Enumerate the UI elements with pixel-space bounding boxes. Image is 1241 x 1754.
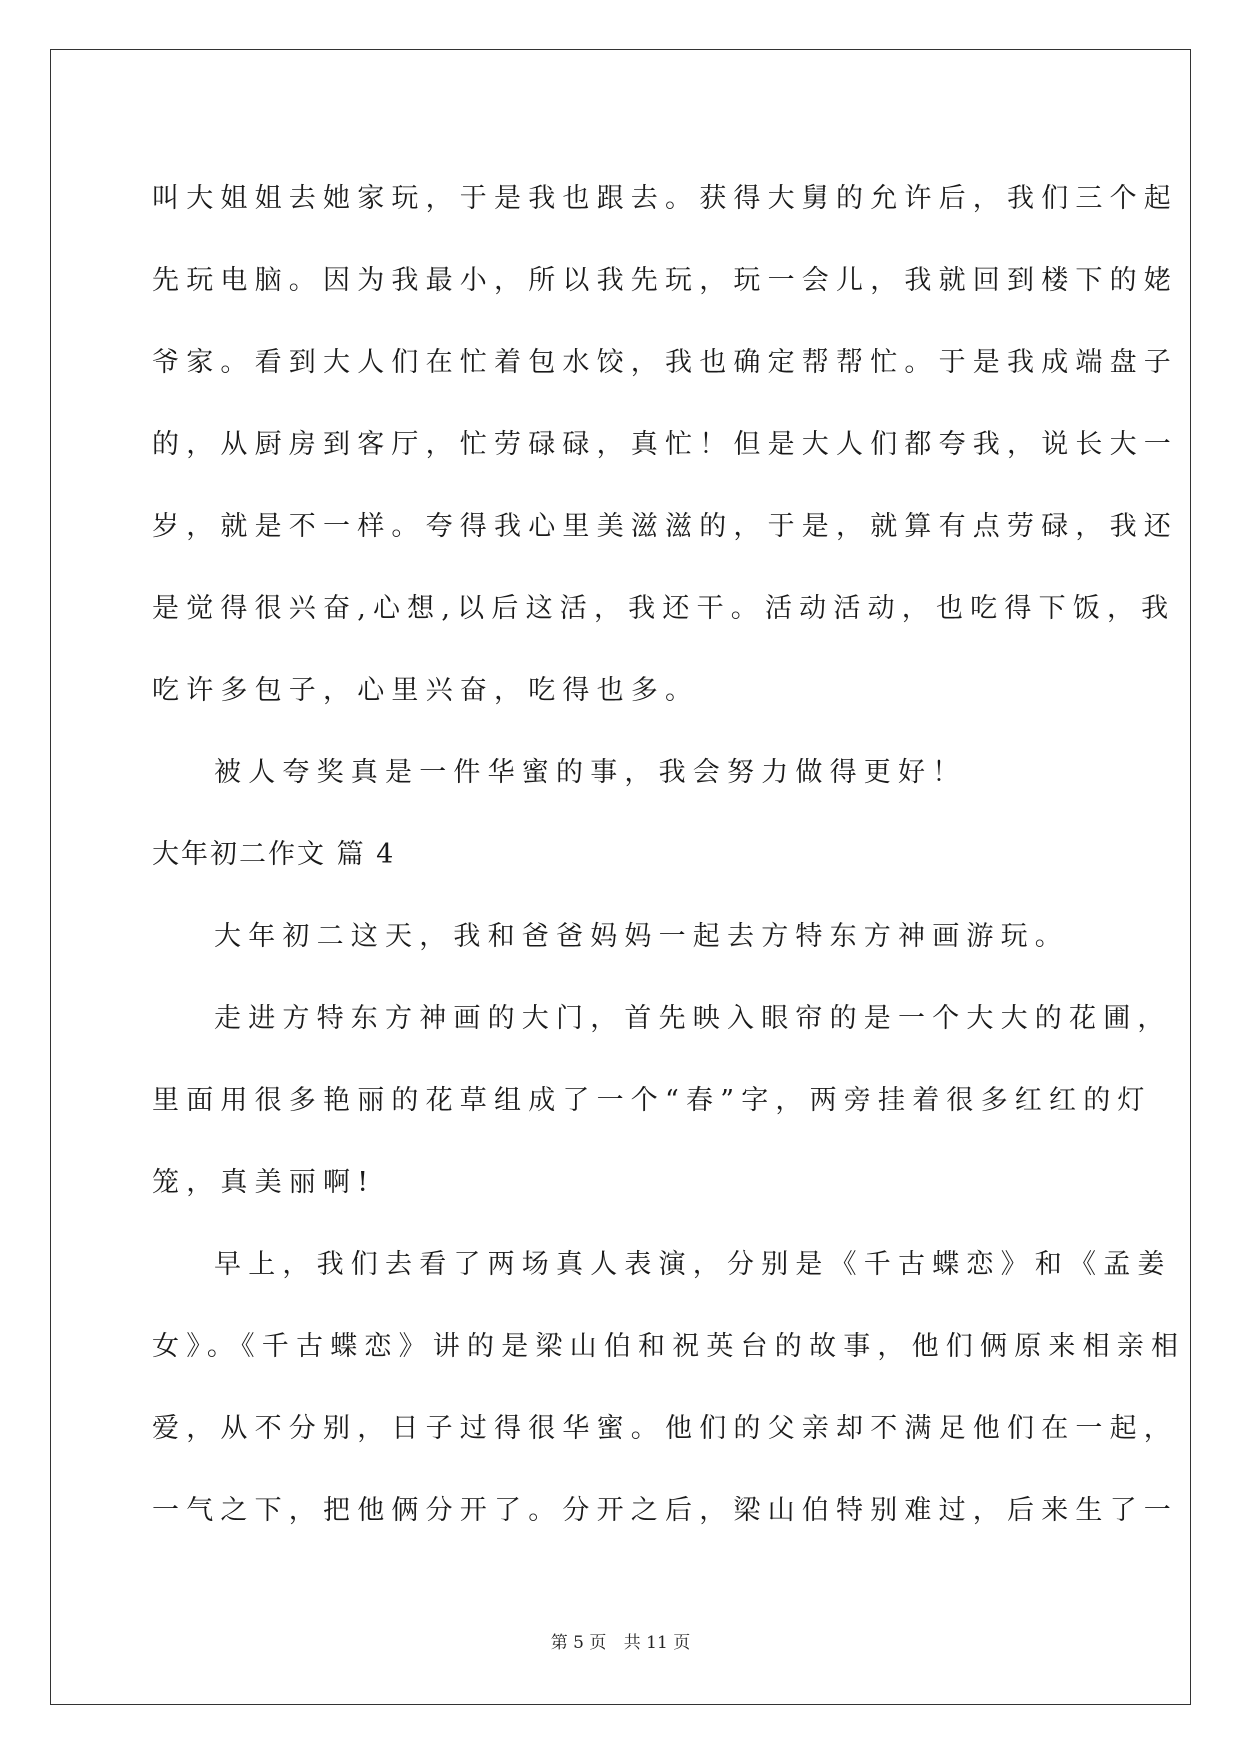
text-line: 吃许多包子，心里兴奋，吃得也多。 [152, 675, 700, 706]
paragraph-line: 被人夸奖真是一件华蜜的事，我会努力做得更好！ [214, 757, 967, 788]
text-line: 一气之下，把他俩分开了。分开之后，梁山伯特别难过，后来生了一 [152, 1495, 1178, 1526]
paragraph-line: 早上，我们去看了两场真人表演，分别是《千古蝶恋》和《孟姜 [214, 1249, 1172, 1280]
text-line: 笼，真美丽啊! [152, 1167, 376, 1198]
text-line: 爷家。看到大人们在忙着包水饺，我也确定帮帮忙。于是我成端盘子 [152, 347, 1178, 378]
text-line: 先玩电脑。因为我最小，所以我先玩，玩一会儿，我就回到楼下的姥 [152, 265, 1178, 296]
text-line: 里面用很多艳丽的花草组成了一个“春”字，两旁挂着很多红红的灯 [152, 1085, 1152, 1116]
text-line: 的，从厨房到客厅，忙劳碌碌，真忙！但是大人们都夸我，说长大一 [152, 429, 1178, 460]
paragraph-line: 走进方特东方神画的大门，首先映入眼帘的是一个大大的花圃， [214, 1003, 1172, 1034]
page-total: 共 11 页 [623, 1633, 691, 1653]
paragraph-line: 大年初二这天，我和爸爸妈妈一起去方特东方神画游玩。 [214, 921, 1069, 952]
page-number: 第 5 页 [550, 1633, 607, 1653]
section-heading: 大年初二作文 篇 4 [152, 839, 396, 870]
document-body [152, 158, 1186, 1552]
text-line: 爱，从不分别，日子过得很华蜜。他们的父亲却不满足他们在一起， [152, 1413, 1178, 1444]
text-line: 是觉得很兴奋,心想,以后这活，我还干。活动活动，也吃得下饭，我 [152, 593, 1176, 624]
text-line: 叫大姐姐去她家玩，于是我也跟去。获得大舅的允许后，我们三个起 [152, 183, 1178, 214]
text-line: 女》。《千古蝶恋》讲的是梁山伯和祝英台的故事，他们俩原来相亲相 [152, 1331, 1186, 1362]
text-line: 岁，就是不一样。夸得我心里美滋滋的，于是，就算有点劳碌，我还 [152, 511, 1178, 542]
page-footer [0, 1628, 1241, 1653]
